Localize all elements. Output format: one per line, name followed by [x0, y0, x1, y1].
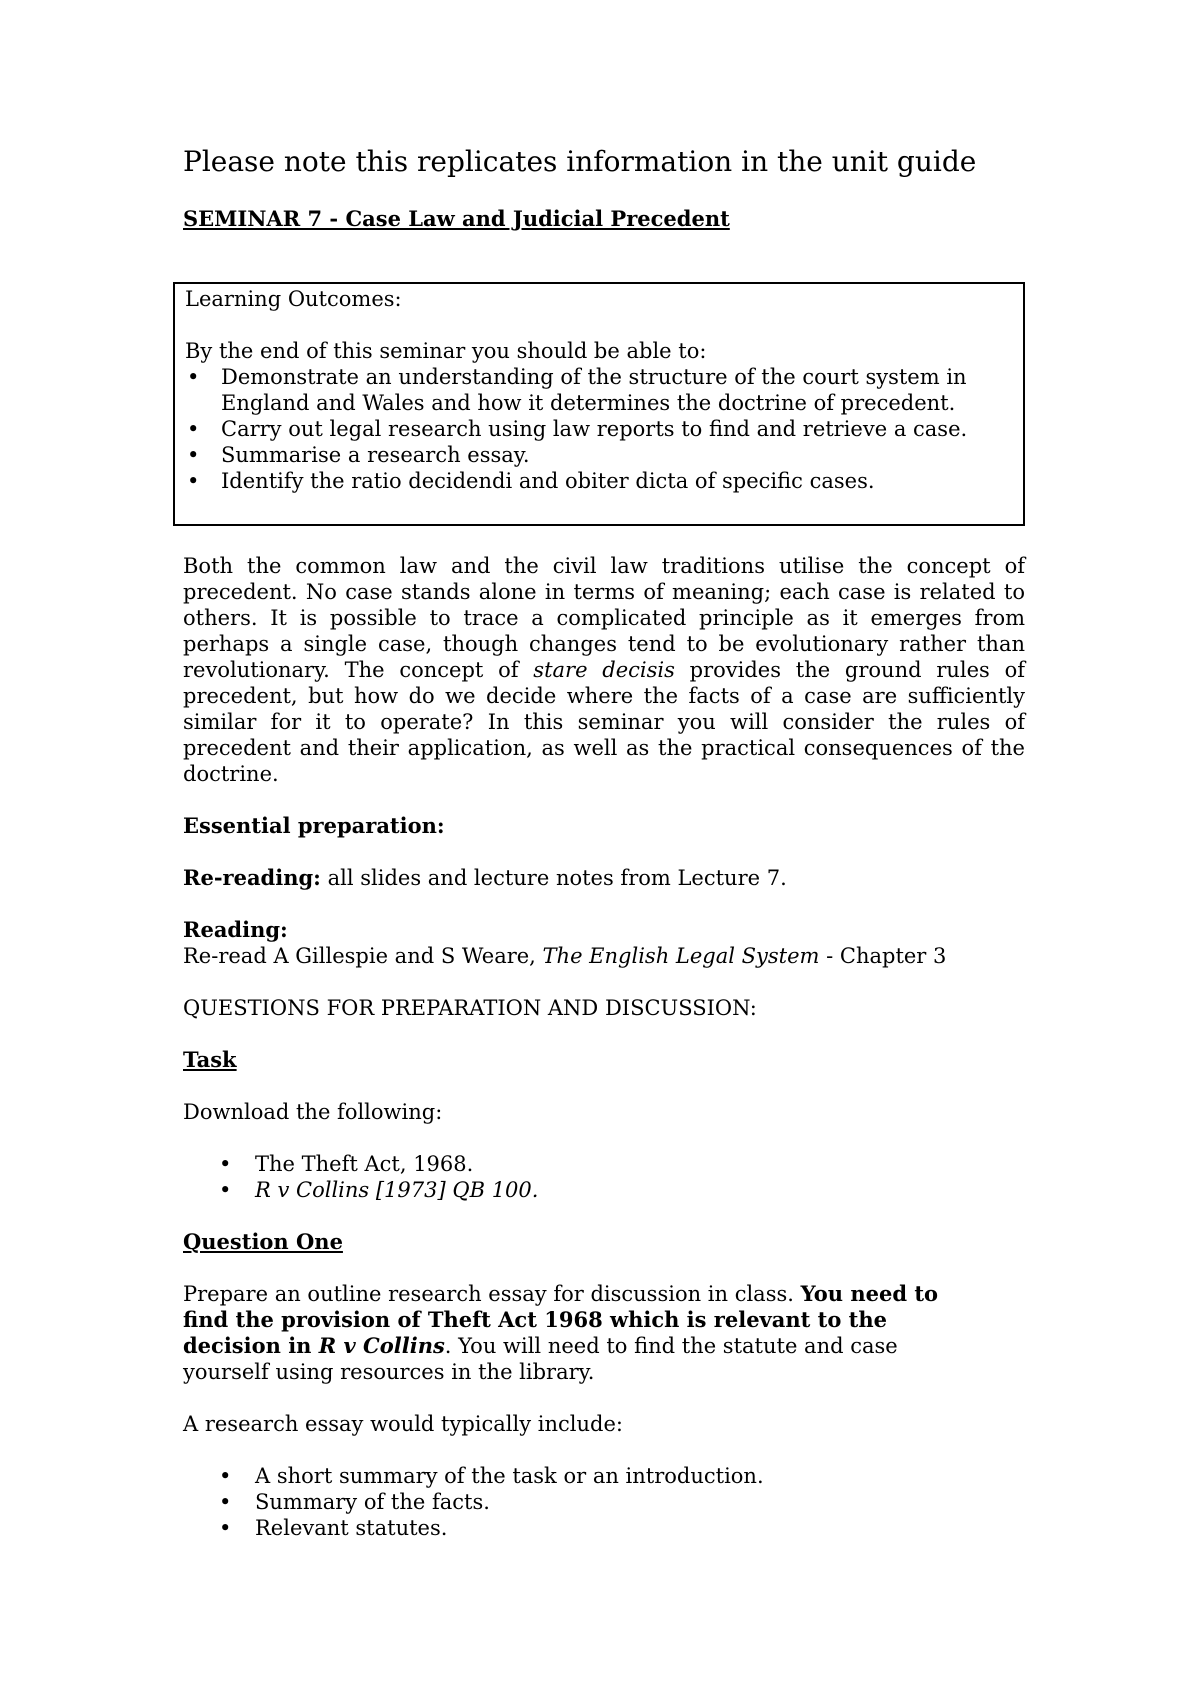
page-note-heading: Please note this replicates information in the unit guide — [183, 145, 977, 178]
rereading-line: Re-reading: all slides and lecture notes from Lecture 7. — [183, 865, 787, 890]
list-item: • R v Collins [1973] QB 100. — [219, 1178, 539, 1202]
book-title: The English Legal System — [542, 944, 820, 968]
bullet-icon: • — [219, 1516, 232, 1540]
learning-outcomes-list — [185, 364, 1015, 494]
bullet-icon: • — [187, 417, 200, 441]
question-one-text: Prepare an outline research essay for discussion in class. You need to find the provision of Theft Act 1968 which is relevant to the decision in R v Collins. You will need to find the statute and case yourself using resources in the library. — [183, 1281, 939, 1384]
list-item: • Identify the ratio decidendi and obiter dicta of specific cases. — [187, 469, 875, 493]
list-item: • A short summary of the task or an introduction. — [219, 1464, 764, 1488]
questions-heading: QUESTIONS FOR PREPARATION AND DISCUSSION: — [183, 996, 757, 1020]
bullet-icon: • — [187, 443, 200, 467]
download-intro: Download the following: — [183, 1100, 443, 1124]
list-item: • The Theft Act, 1968. — [219, 1152, 474, 1176]
learning-outcomes-intro: By the end of this seminar you should be able to: — [185, 339, 707, 363]
list-item: • Carry out legal research using law reports to find and retrieve a case. — [187, 417, 968, 441]
intro-paragraph: Both the common law and the civil law traditions utilise the concept of precedent. No case stands alone in terms of meaning; each case is related to others. It is possible to trace a complicated principle as it emerges from perhaps a single case, though changes tend to be evolutionary rather than revolutionary. The concept of stare decisis provides the ground rules of precedent, but how do we decide where the facts of a case are sufficiently similar for it to operate? In this seminar you will consider the rules of precedent and their application, as well as the practical consequences of the doctrine. — [183, 554, 1025, 786]
question-one-heading: Question One — [183, 1229, 343, 1254]
list-item: • Summary of the facts. — [219, 1490, 490, 1514]
essential-preparation-heading: Essential preparation: — [183, 813, 445, 838]
reading-heading: Reading: — [183, 917, 288, 942]
bullet-icon: • — [219, 1490, 232, 1514]
essay-intro: A research essay would typically include: — [183, 1412, 623, 1436]
stare-decisis-term: stare decisis — [533, 658, 675, 682]
task-heading: Task — [183, 1047, 237, 1072]
bullet-icon: • — [187, 365, 200, 389]
bullet-icon: • — [219, 1464, 232, 1488]
list-item: • Demonstrate an understanding of the structure of the court system in England and Wales and how it determines the doctrine of precedent. — [187, 365, 967, 415]
bullet-icon: • — [219, 1178, 232, 1202]
learning-outcomes-label: Learning Outcomes: — [185, 287, 402, 311]
reading-line: Re-read A Gillespie and S Weare, The English Legal System - Chapter 3 — [183, 944, 947, 968]
list-item: • Summarise a research essay. — [187, 443, 530, 467]
download-list — [183, 1151, 1025, 1203]
bullet-icon: • — [187, 469, 200, 493]
essay-list — [183, 1463, 1025, 1541]
bullet-icon: • — [219, 1152, 232, 1176]
list-item: • Relevant statutes. — [219, 1516, 448, 1540]
learning-outcomes-box — [173, 282, 1025, 526]
seminar-title: SEMINAR 7 - Case Law and Judicial Precedent — [183, 206, 730, 231]
